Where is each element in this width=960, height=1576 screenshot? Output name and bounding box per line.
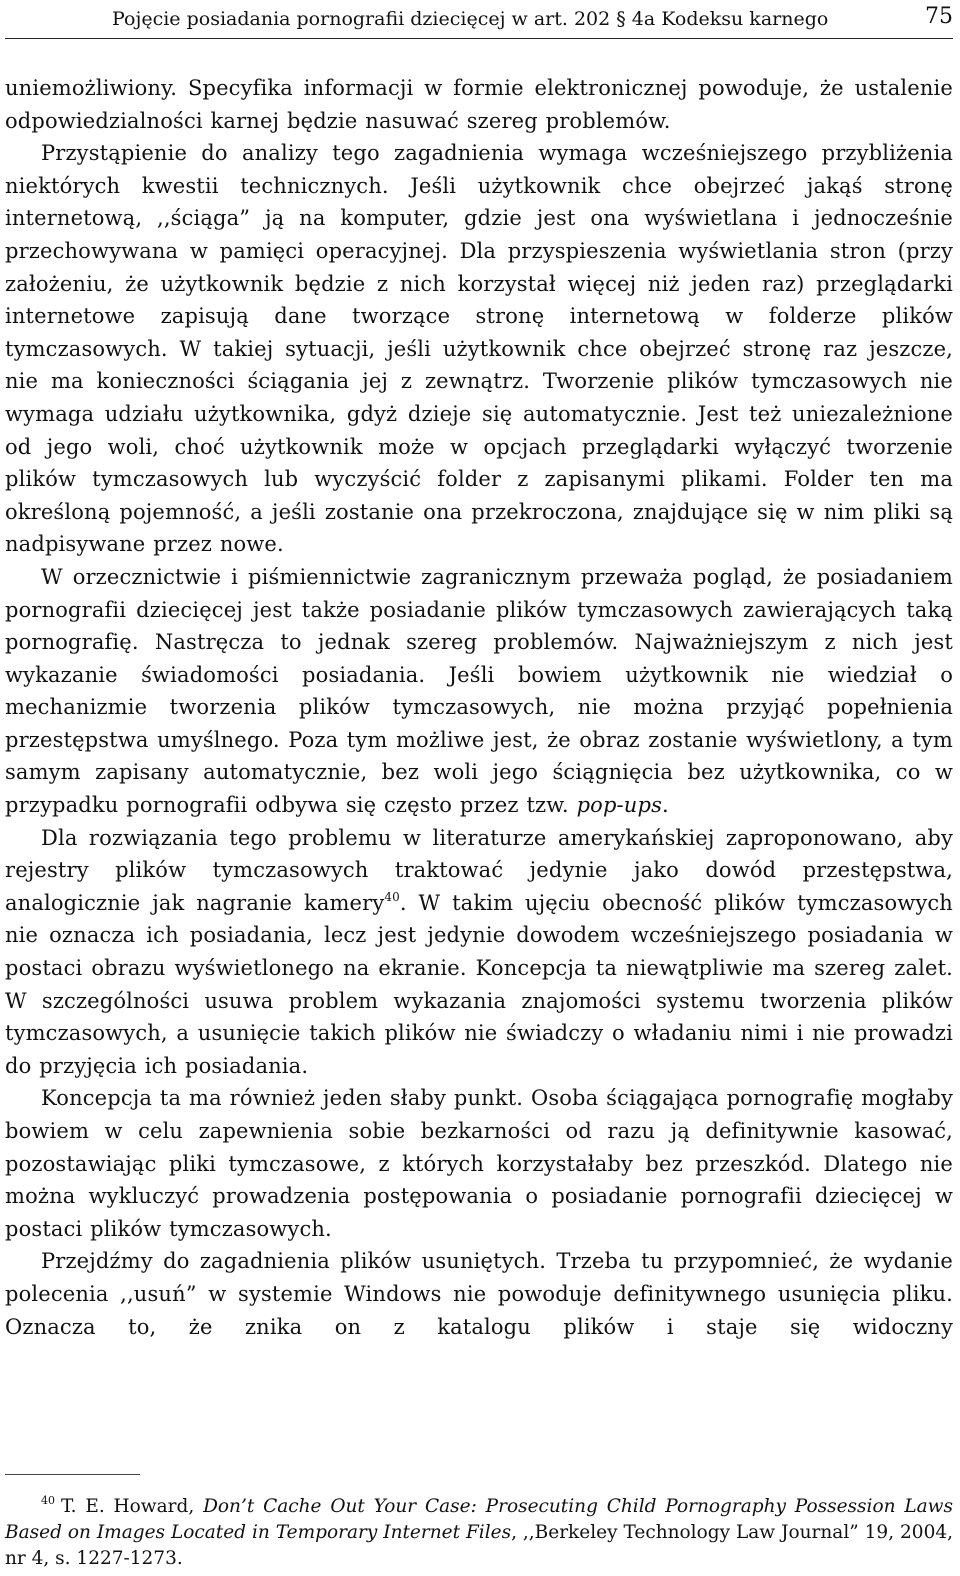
paragraph-text: W orzecznictwie i piśmiennictwie zagranicznym przeważa pogląd, że posiadaniem pornografii dziecięcej jest także posiadanie plików tymczasowych zawierających taką pornografię. Nastręcza to jednak szereg problemów. Najważniejszym z nich jest wykazanie świadomości posiadania. Jeśli bowiem użytkownik nie wiedział o mechanizmie tworzenia plików tymczasowych, nie można przyjąć popełnienia przestępstwa umyślnego. Poza tym możliwe jest, że obraz zostanie wyświetlony, a tym samym zapisany automatycznie, bez woli jego ściągnięcia bez użytkownika, co w przypadku pornografii odbywa się często przez tzw. <box>5 564 953 818</box>
running-title: Pojęcie posiadania pornografii dziecięcej w art. 202 § 4a Kodeksu karnego <box>112 8 829 30</box>
paragraph-text: Dla rozwiązania tego problemu w literaturze amerykańskiej zaproponowano, aby rejestry plików tymczasowych traktować jedynie jako dowód przestępstwa, analogicznie jak nagranie kamery <box>5 825 953 915</box>
page-number: 75 <box>925 4 953 29</box>
footnote-reference[interactable]: 40 <box>384 889 400 904</box>
footnote <box>5 1494 953 1572</box>
paragraph-text: Koncepcja ta ma również jeden słaby punkt. Osoba ściągająca pornografię mogłaby bowiem w celu zapewnienia sobie bezkarności od razu ją definitywnie kasować, pozostawiając pliki tymczasowe, z których korzystałaby bez przeszkód. Dlatego nie można wykluczyć prowadzenia postępowania o posiadanie pornografii dziecięcej w postaci plików tymczasowych. <box>5 1086 953 1241</box>
footnote-divider <box>5 1474 140 1475</box>
paragraph <box>5 822 953 1083</box>
paragraph-text: . <box>662 793 669 818</box>
paragraph-continued <box>5 72 953 137</box>
paragraph <box>5 137 953 561</box>
paragraph <box>5 561 953 822</box>
footnote-author: T. E. Howard, <box>61 1496 195 1517</box>
paragraph <box>5 1082 953 1245</box>
footnote-number: 40 <box>41 1494 55 1507</box>
paragraph-text: . W takim ujęciu obecność plików tymczasowych nie oznacza ich posiadania, lecz jest jedynie dowodem wcześniejszego posiadania w postaci obrazu wyświetlonego na ekranie. Koncepcja ta niewątpliwie ma szereg zalet. W szczególności usuwa problem wykazania znajomości systemu tworzenia plików tymczasowych, a usunięcie takich plików nie świadczy o władaniu nimi i nie prowadzi do przyjęcia ich posiadania. <box>5 890 953 1078</box>
main-text <box>5 72 953 1343</box>
paragraph-text: Przystąpienie do analizy tego zagadnienia wymaga wcześniejszego przybliżenia niektórych kwestii technicznych. Jeśli użytkownik chce obejrzeć jakąś stronę internetową, ,,ściąga” ją na komputer, gdzie jest ona wyświetlana i jednocześnie przechowywana w pamięci operacyjnej. Dla przyspieszenia wyświetlania stron (przy założeniu, że użytkownik będzie z nich korzystał więcej niż jeden raz) przeglądarki internetowe zapisują dane tworzące stronę internetową w folderze plików tymczasowych. W takiej sytuacji, jeśli użytkownik chce obejrzeć stronę raz jeszcze, nie ma konieczności ściągania jej z zewnątrz. Tworzenie plików tymczasowych nie wymaga udziału użytkownika, gdyż dzieje się automatycznie. Jest też uniezależnione od jego woli, choć użytkownik może w opcjach przeglądarki wyłączyć tworzenie plików tymczasowych lub wyczyścić folder z zapisanymi plikami. Folder ten ma określoną pojemność, a jeśli zostanie ona przekroczona, znajdujące się w nim pliki są nadpisywane przez nowe. <box>5 141 953 557</box>
paragraph-text: Przejdźmy do zagadnienia plików usuniętych. Trzeba tu przypomnieć, że wydanie polecenia ,,usuń” w systemie Windows nie powoduje definitywnego usunięcia pliku. Oznacza to, że znika on z katalogu plików i staje się widoczny <box>5 1249 953 1339</box>
footnote-source: , ,,Berkeley Technology Law Journal” 19, 2004, nr 4, s. 1227-1273. <box>5 1522 953 1569</box>
paragraph <box>5 1245 953 1343</box>
paragraph-text: uniemożliwiony. Specyfika informacji w formie elektronicznej powoduje, że ustalenie odpowiedzialności karnej będzie nasuwać szereg problemów. <box>5 76 953 133</box>
footnote-title: Don’t Cache Out Your Case: Prosecuting Child Pornography Possession Laws Based on Images Located in Temporary Internet Files <box>5 1496 953 1543</box>
running-header <box>5 0 953 39</box>
document-page <box>5 0 953 1576</box>
italic-term: pop-ups <box>576 793 662 818</box>
